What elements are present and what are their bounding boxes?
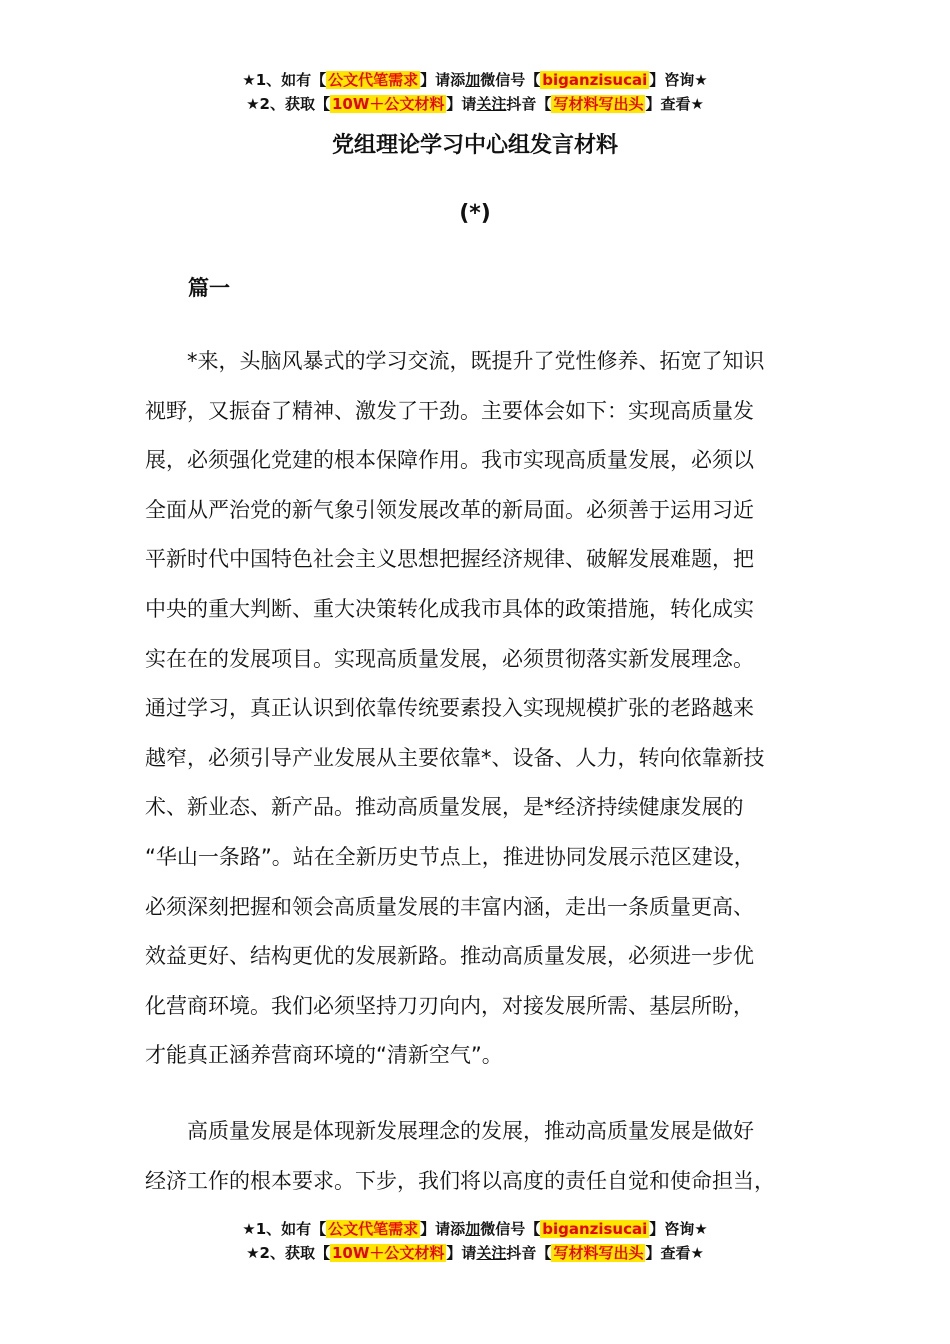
paragraph-line: 平新时代中国特色社会主义思想把握经济规律、破解发展难题，把	[145, 547, 754, 572]
promo-text: 抖音【	[506, 95, 552, 113]
promo-underlined: 关注	[476, 1244, 507, 1262]
promo-underlined: 关注	[476, 95, 507, 113]
promo-text: ★2、获取【	[246, 1244, 330, 1262]
promo-text: ★1、如有【	[242, 1220, 327, 1238]
section-heading: 篇一	[188, 276, 230, 300]
paragraph-line: *来，头脑风暴式的学习交流，既提升了党性修养、拓宽了知识	[145, 349, 765, 373]
promo-text: 】查看★	[645, 1244, 704, 1262]
paragraph-line: 术、新业态、新产品。推动高质量发展，是*经济持续健康发展的	[145, 795, 744, 820]
promo-text: 】请	[446, 1244, 477, 1262]
promo-text: 】请添	[420, 71, 466, 89]
body-paragraph-1	[145, 337, 805, 1081]
promo-underlined: 加	[465, 71, 481, 89]
paragraph-line: 视野，又振奋了精神、激发了干劲。主要体会如下：实现高质量发	[145, 398, 754, 423]
promo-text: 】请添	[420, 1220, 466, 1238]
promo-highlight: 10W＋公文材料	[331, 1244, 445, 1262]
wechat-id-highlight: biganzisucai	[542, 71, 648, 89]
promo-highlight: 公文代笔需求	[328, 71, 419, 89]
promo-text: ★1、如有【	[242, 71, 327, 89]
promo-text: 微信号【	[480, 1220, 541, 1238]
paragraph-line: 全面从严治党的新气象引领发展改革的新局面。必须善于运用习近	[145, 497, 754, 522]
paragraph-line: 越窄，必须引导产业发展从主要依靠*、设备、人力，转向依靠新技	[145, 745, 765, 770]
paragraph-line: 效益更好、结构更优的发展新路。推动高质量发展，必须进一步优	[145, 944, 754, 969]
paragraph-line: 必须深刻把握和领会高质量发展的丰富内涵，走出一条质量更高、	[145, 894, 754, 919]
promo-text: 】请	[446, 95, 477, 113]
wechat-id-highlight: biganzisucai	[542, 1220, 648, 1238]
paragraph-line: “华山一条路”。站在全新历史节点上，推进协同发展示范区建设，	[145, 844, 755, 869]
document-title: 党组理论学习中心组发言材料	[331, 133, 618, 158]
paragraph-line: 化营商环境。我们必须坚持刀刃向内，对接发展所需、基层所盼，	[145, 993, 754, 1018]
douyin-id-highlight: 写材料写出头	[553, 95, 644, 113]
promo-banner-bottom	[0, 1217, 950, 1265]
promo-highlight: 公文代笔需求	[328, 1220, 419, 1238]
promo-line-2	[0, 1241, 950, 1265]
promo-line-1	[0, 68, 950, 92]
douyin-id-highlight: 写材料写出头	[553, 1244, 644, 1262]
promo-text: ★2、获取【	[246, 95, 330, 113]
promo-text: 】查看★	[645, 95, 704, 113]
paragraph-line: 经济工作的根本要求。下步，我们将以高度的责任自觉和使命担当，	[145, 1168, 775, 1193]
promo-banner-top	[0, 68, 950, 116]
promo-text: 】咨询★	[649, 71, 708, 89]
promo-text: 抖音【	[506, 1244, 552, 1262]
document-subtitle: (*)	[459, 201, 491, 226]
promo-highlight: 10W＋公文材料	[331, 95, 445, 113]
promo-line-1	[0, 1217, 950, 1241]
paragraph-line: 才能真正涵养营商环境的“清新空气”。	[145, 1043, 503, 1068]
body-paragraph-2	[145, 1107, 805, 1206]
promo-text: 微信号【	[480, 71, 541, 89]
promo-text: 】咨询★	[649, 1220, 708, 1238]
paragraph-line: 高质量发展是体现新发展理念的发展，推动高质量发展是做好	[145, 1119, 754, 1143]
paragraph-line: 中央的重大判断、重大决策转化成我市具体的政策措施，转化成实	[145, 596, 754, 621]
paragraph-line: 展，必须强化党建的根本保障作用。我市实现高质量发展，必须以	[145, 448, 754, 473]
paragraph-line: 实在在的发展项目。实现高质量发展，必须贯彻落实新发展理念。	[145, 646, 754, 671]
promo-line-2	[0, 92, 950, 116]
promo-underlined: 加	[465, 1220, 481, 1238]
paragraph-line: 通过学习，真正认识到依靠传统要素投入实现规模扩张的老路越来	[145, 696, 754, 721]
